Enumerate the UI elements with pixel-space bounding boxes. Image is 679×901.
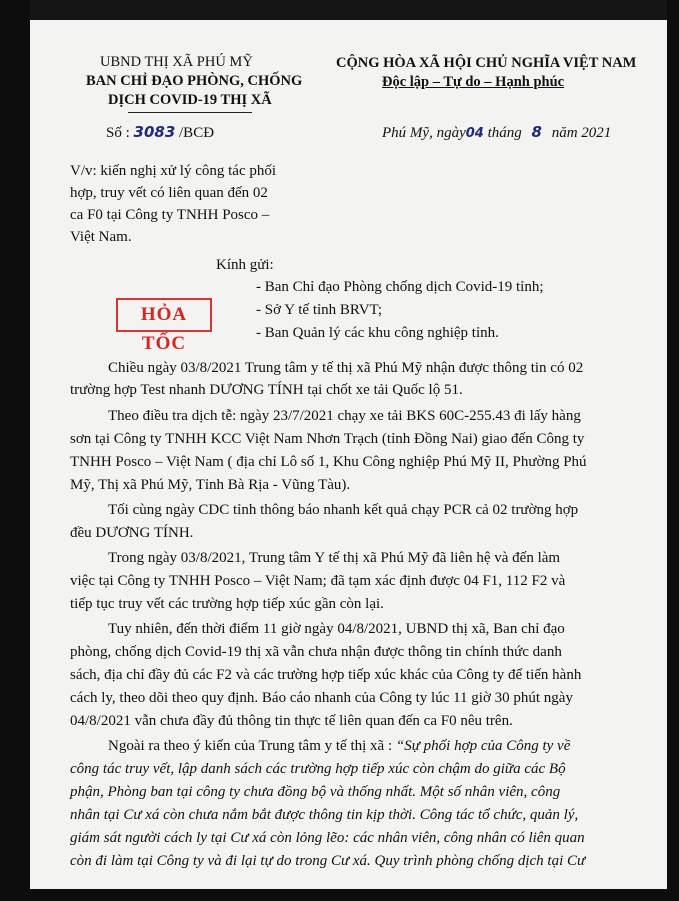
document-page xyxy=(30,20,667,889)
quote-line: công tác truy vết, lập danh sách các trường hợp tiếp xúc còn chậm do giữa các Bộ xyxy=(70,761,566,777)
quote-line: nhân tại Cư xá còn chưa nắm bắt được thông tin kịp thời. Công tác tổ chức, quản lý, xyxy=(70,807,579,823)
quote-start: “Sự phối hợp của Công ty về xyxy=(395,738,571,754)
header-left-rule xyxy=(128,112,252,113)
body-line: sơn tại Công ty TNHH KCC Việt Nam Nhơn Trạch (tỉnh Đồng Nai) giao đến Công ty xyxy=(70,431,585,447)
body-line: cách ly, theo dõi theo quy định. Báo cáo nhanh của Công ty lúc 11 giờ 30 phút ngày xyxy=(70,690,573,706)
quote-line: còn đi làm tại Công ty và đi lại tự do trong Cư xá. Quy trình phòng chống dịch tại Cư xyxy=(70,853,586,869)
date-month-label: tháng xyxy=(487,125,522,141)
doc-number-handwritten: 3083 xyxy=(133,123,176,141)
screen-edge-bottom xyxy=(0,889,679,901)
recipient-item: - Sở Y tế tỉnh BRVT; xyxy=(256,302,383,318)
body-line: Tuy nhiên, đến thời điểm 11 giờ ngày 04/8/2021, UBND thị xã, Ban chỉ đạo xyxy=(108,621,565,637)
screen-edge-top xyxy=(0,0,679,22)
body-line: việc tại Công ty TNHH Posco – Việt Nam; đã tạm xác định được 04 F1, 112 F2 và xyxy=(70,573,566,589)
body-line-text: Ngoài ra theo ý kiến của Trung tâm y tế thị xã : xyxy=(108,738,393,754)
urgent-stamp: HỎA TỐC xyxy=(116,298,212,332)
body-line: đều DƯƠNG TÍNH. xyxy=(70,525,194,541)
body-line xyxy=(108,735,570,757)
date-day-handwritten: 04 xyxy=(465,126,484,141)
subject-line-2: hợp, truy vết có liên quan đến 02 xyxy=(70,185,268,201)
office-name-line2: DỊCH COVID-19 THỊ XÃ xyxy=(108,92,272,108)
body-line: Theo điều tra dịch tễ: ngày 23/7/2021 chạy xe tải BKS 60C-255.43 đi lấy hàng xyxy=(108,408,581,424)
body-line: trường hợp Test nhanh DƯƠNG TÍNH tại chốt xe tải Quốc lộ 51. xyxy=(70,382,463,398)
body-line: phòng, chống dịch Covid-19 thị xã vẫn chưa nhận được thông tin chính thức danh xyxy=(70,644,562,660)
subject-line-3: ca F0 tại Công ty TNHH Posco – xyxy=(70,207,270,223)
recipient-item: - Ban Chỉ đạo Phòng chống dịch Covid-19 tỉnh; xyxy=(256,279,544,295)
date-month-handwritten: 8 xyxy=(531,123,542,141)
doc-number-label: Số : xyxy=(106,125,130,141)
body-line: Mỹ, Thị xã Phú Mỹ, Tỉnh Bà Rịa - Vũng Tàu). xyxy=(70,477,351,493)
doc-number xyxy=(106,123,214,142)
body-line: tiếp tục truy vết các trường hợp tiếp xúc gần còn lại. xyxy=(70,596,384,612)
date-place xyxy=(382,123,611,142)
subject-line-1: V/v: kiến nghị xử lý công tác phối xyxy=(70,163,277,179)
recipients-label: Kính gửi: xyxy=(216,257,274,273)
screen-edge-left xyxy=(0,0,30,901)
date-place-label: Phú Mỹ, ngày xyxy=(382,125,466,141)
screen-edge-right xyxy=(667,0,679,901)
recipient-item: - Ban Quản lý các khu công nghiệp tỉnh. xyxy=(256,325,499,341)
body-line: Trong ngày 03/8/2021, Trung tâm Y tế thị xã Phú Mỹ đã liên hệ và đến làm xyxy=(108,550,561,566)
quote-line: giám sát người cách ly tại Cư xá còn lỏng lẽo: các nhân viên, công nhân có liên quan xyxy=(70,830,585,846)
body-line: TNHH Posco – Việt Nam ( địa chỉ Lô số 1, Khu Công nghiệp Phú Mỹ II, Phường Phú xyxy=(70,454,587,470)
body-line: Tối cùng ngày CDC tỉnh thông báo nhanh kết quả chạy PCR cả 02 trường hợp xyxy=(108,502,579,518)
country-name: CỘNG HÒA XÃ HỘI CHỦ NGHĨA VIỆT NAM xyxy=(336,55,637,71)
office-name-line1: BAN CHỈ ĐẠO PHÒNG, CHỐNG xyxy=(86,73,303,89)
body-line: sách, địa chỉ đầy đủ các F2 và các trường hợp tiếp xúc khác của Công ty để tiến hành xyxy=(70,667,582,683)
body-line: 04/8/2021 vẫn chưa đầy đủ thông tin thực tế liên quan đến ca F0 nêu trên. xyxy=(70,713,513,729)
national-motto: Độc lập – Tự do – Hạnh phúc xyxy=(382,74,565,90)
subject-line-4: Việt Nam. xyxy=(70,229,132,245)
date-year: năm 2021 xyxy=(551,125,612,141)
quote-line: phận, Phòng ban tại công ty chưa đồng bộ và thống nhất. Một số nhân viên, công xyxy=(70,784,561,800)
body-line: Chiều ngày 03/8/2021 Trung tâm y tế thị xã Phú Mỹ nhận được thông tin có 02 xyxy=(108,360,584,376)
authority-name: UBND THỊ XÃ PHÚ MỸ xyxy=(100,54,253,70)
doc-number-suffix: /BCĐ xyxy=(179,125,215,141)
